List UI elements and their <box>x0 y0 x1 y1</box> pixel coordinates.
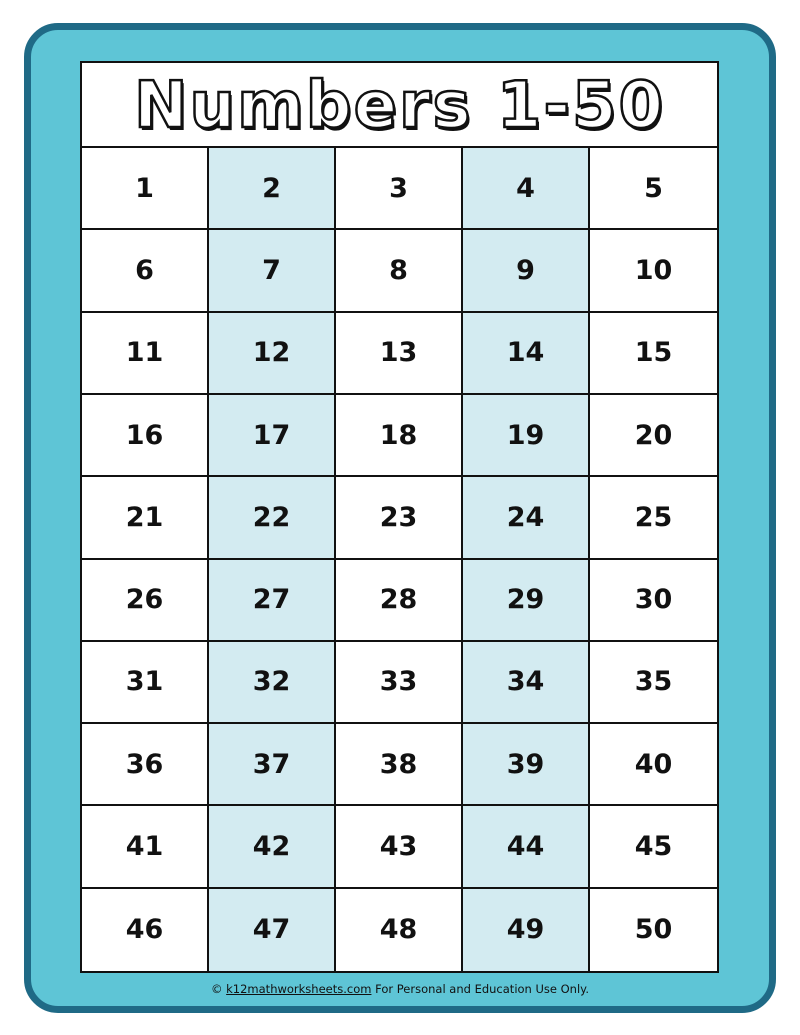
number-cell: 26 <box>82 560 209 642</box>
number-cell: 15 <box>590 313 717 395</box>
number-cell: 33 <box>336 642 463 724</box>
number-cell: 16 <box>82 395 209 477</box>
number-cell: 47 <box>209 889 336 971</box>
number-cell: 42 <box>209 806 336 888</box>
copyright-symbol: © <box>210 982 223 996</box>
number-cell: 13 <box>336 313 463 395</box>
number-cell: 31 <box>82 642 209 724</box>
number-grid <box>82 148 717 971</box>
number-cell: 18 <box>336 395 463 477</box>
number-cell: 8 <box>336 230 463 312</box>
usage-notice: For Personal and Education Use Only. <box>375 982 589 996</box>
number-cell: 27 <box>209 560 336 642</box>
number-cell: 46 <box>82 889 209 971</box>
number-cell: 14 <box>463 313 590 395</box>
title-bar <box>82 63 717 148</box>
number-cell: 36 <box>82 724 209 806</box>
number-cell: 38 <box>336 724 463 806</box>
number-cell: 40 <box>590 724 717 806</box>
number-cell: 20 <box>590 395 717 477</box>
number-cell: 3 <box>336 148 463 230</box>
number-cell: 1 <box>82 148 209 230</box>
number-cell: 28 <box>336 560 463 642</box>
number-cell: 17 <box>209 395 336 477</box>
site-link[interactable]: k12mathworksheets.com <box>226 982 372 996</box>
number-cell: 23 <box>336 477 463 559</box>
number-chart <box>80 61 719 973</box>
number-cell: 32 <box>209 642 336 724</box>
number-cell: 2 <box>209 148 336 230</box>
number-cell: 6 <box>82 230 209 312</box>
number-cell: 43 <box>336 806 463 888</box>
number-cell: 37 <box>209 724 336 806</box>
number-cell: 29 <box>463 560 590 642</box>
number-cell: 4 <box>463 148 590 230</box>
number-cell: 24 <box>463 477 590 559</box>
number-cell: 50 <box>590 889 717 971</box>
number-cell: 39 <box>463 724 590 806</box>
number-cell: 11 <box>82 313 209 395</box>
number-cell: 41 <box>82 806 209 888</box>
number-cell: 34 <box>463 642 590 724</box>
page-title: Numbers 1-50 <box>133 68 666 143</box>
number-cell: 45 <box>590 806 717 888</box>
footer <box>0 982 800 996</box>
number-cell: 35 <box>590 642 717 724</box>
number-cell: 19 <box>463 395 590 477</box>
number-cell: 44 <box>463 806 590 888</box>
number-cell: 21 <box>82 477 209 559</box>
number-cell: 9 <box>463 230 590 312</box>
number-cell: 22 <box>209 477 336 559</box>
number-cell: 48 <box>336 889 463 971</box>
number-cell: 30 <box>590 560 717 642</box>
number-cell: 10 <box>590 230 717 312</box>
number-cell: 12 <box>209 313 336 395</box>
number-cell: 7 <box>209 230 336 312</box>
number-cell: 25 <box>590 477 717 559</box>
number-cell: 5 <box>590 148 717 230</box>
number-cell: 49 <box>463 889 590 971</box>
